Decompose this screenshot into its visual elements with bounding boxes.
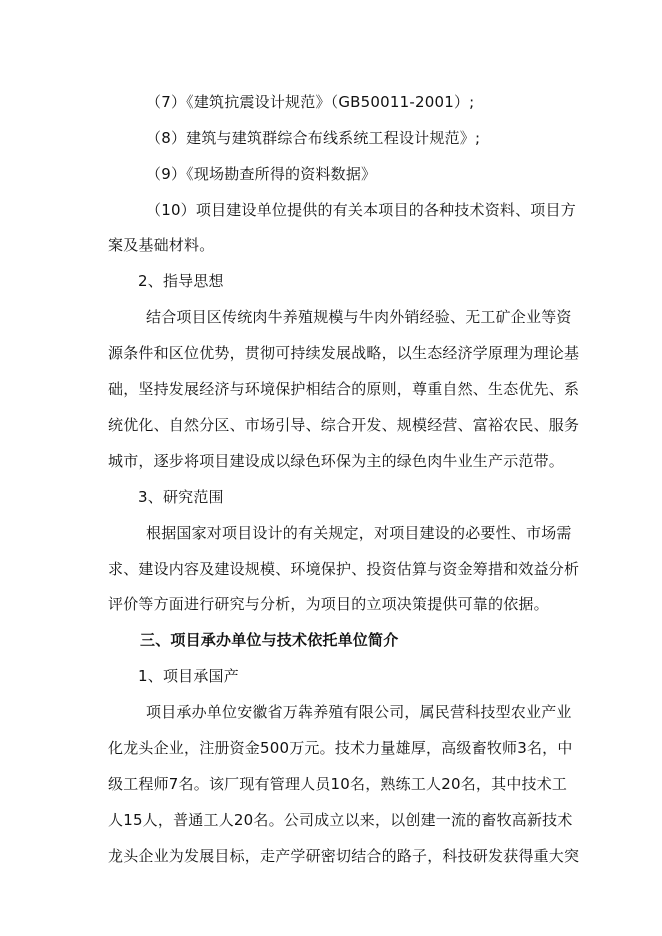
paragraph-line: 项目承办单位安徽省万犇养殖有限公司，属民营科技型农业产业 — [146, 703, 572, 721]
section-heading-guiding-ideology: 2、指导思想 — [138, 272, 224, 290]
paragraph-line: 人15人，普通工人20名。公司成立以来，以创建一流的畜牧高新技术 — [108, 811, 573, 829]
paragraph-line: 级工程师7名。该厂现有管理人员10名，熟练工人20名，其中技术工 — [108, 775, 568, 793]
paragraph-line: 求、建设内容及建设规模、环境保护、投资估算与资金筹措和效益分析 — [108, 560, 580, 578]
paragraph-line: 根据国家对项目设计的有关规定，对项目建设的必要性、市场需 — [146, 524, 572, 542]
chapter-heading-3: 三、项目承办单位与技术依托单位简介 — [140, 631, 399, 649]
paragraph-line: 础，坚持发展经济与环境保护相结合的原则，尊重自然、生态优先、系 — [108, 380, 580, 398]
paragraph-line: 统优化、自然分区、市场引导、综合开发、规模经营、富裕农民、服务 — [108, 416, 580, 434]
paragraph-line: 龙头企业为发展目标，走产学研密切结合的路子，科技研发获得重大突 — [108, 847, 580, 865]
reference-item-8: （8）建筑与建筑群综合布线系统工程设计规范》; — [146, 129, 481, 147]
section-heading-project-undertaker: 1、项目承国产 — [138, 667, 239, 685]
section-heading-research-scope: 3、研究范围 — [138, 488, 224, 506]
reference-item-7: （7）《建筑抗震设计规范》（GB50011-2001）; — [146, 93, 475, 111]
reference-item-9: （9）《现场勘查所得的资料数据》 — [146, 165, 377, 183]
paragraph-line: 源条件和区位优势，贯彻可持续发展战略，以生态经济学原理为理论基 — [108, 344, 580, 362]
reference-item-10-line-2: 案及基础材料。 — [108, 236, 215, 254]
paragraph-line: 城市，逐步将项目建设成以绿色环保为主的绿色肉牛业生产示范带。 — [108, 452, 565, 470]
paragraph-line: 化龙头企业，注册资金500万元。技术力量雄厚，高级畜牧师3名，中 — [108, 739, 573, 757]
paragraph-line: 评价等方面进行研究与分析，为项目的立项决策提供可靠的依据。 — [108, 595, 549, 613]
reference-item-10-line-1: （10）项目建设单位提供的有关本项目的各种技术资料、项目方 — [146, 201, 576, 219]
paragraph-line: 结合项目区传统肉牛养殖规模与牛肉外销经验、无工矿企业等资 — [146, 308, 572, 326]
